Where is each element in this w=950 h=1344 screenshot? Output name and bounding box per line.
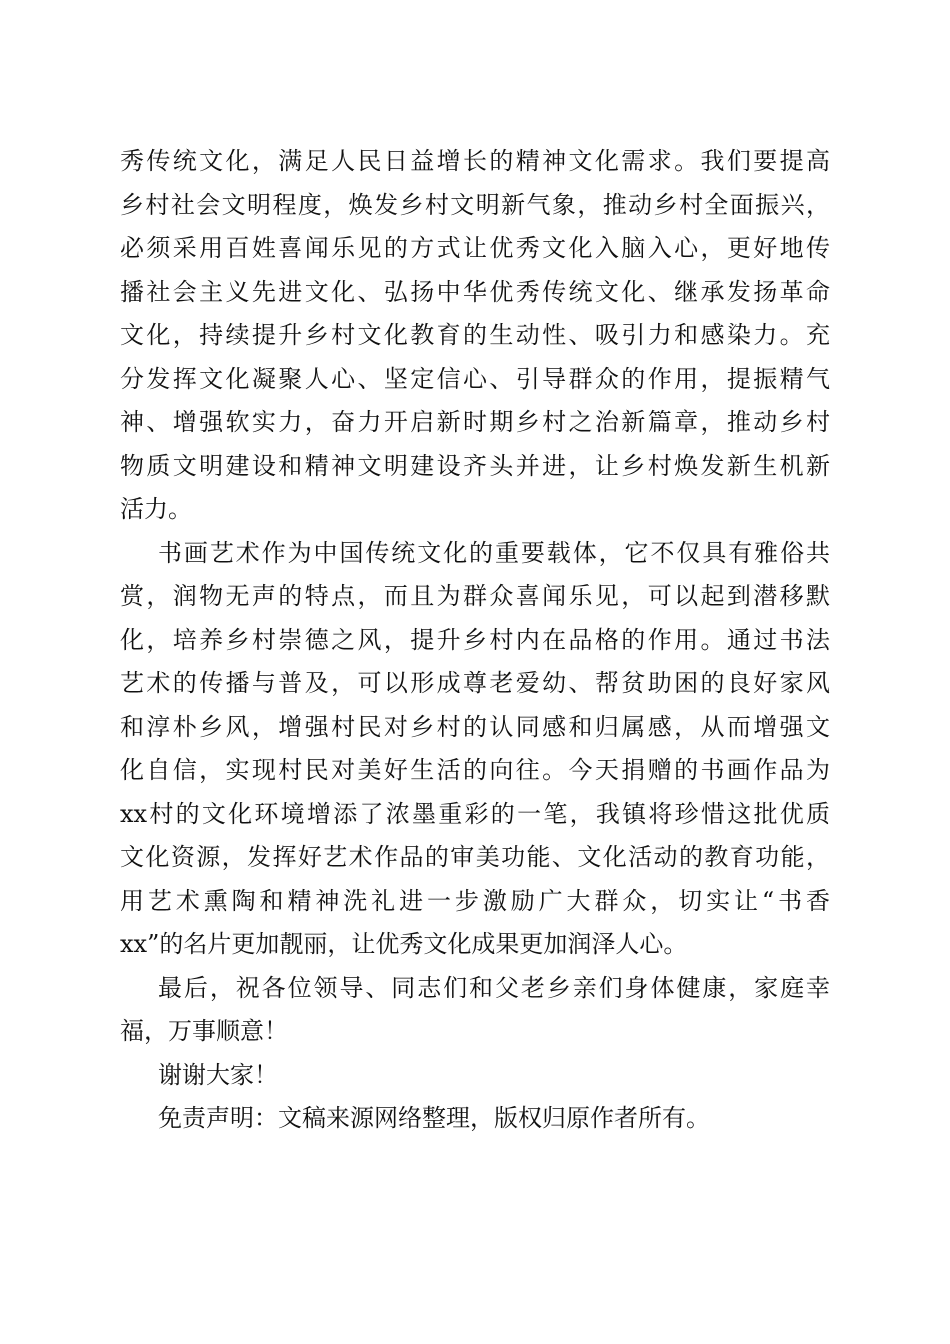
text-line: 必须采用百姓喜闻乐见的方式让优秀文化入脑入心，更好地传 xyxy=(120,234,830,262)
text-line-last: 活力。 xyxy=(120,495,192,523)
text-line-last: 福，万事顺意！ xyxy=(120,1017,288,1045)
text-line: 秀传统文化，满足人民日益增长的精神文化需求。我们要提高 xyxy=(120,147,830,175)
paragraph-calligraphy-art xyxy=(120,532,830,967)
text-line-first: 最后，祝各位领导、同志们和父老乡亲们身体健康，家庭幸 xyxy=(158,973,830,1002)
document-body xyxy=(120,140,830,1141)
text-line-last: xx”的名片更加靓丽，让优秀文化成果更加润泽人心。 xyxy=(120,930,688,958)
thanks-line: 谢谢大家！ xyxy=(158,1060,278,1089)
text-line: 神、增强软实力，奋力开启新时期乡村之治新篇章，推动乡村 xyxy=(120,408,830,436)
text-line: 艺术的传播与普及，可以形成尊老爱幼、帮贫助困的良好家风 xyxy=(120,669,830,697)
disclaimer-line: 免责声明：文稿来源网络整理，版权归原作者所有。 xyxy=(158,1104,710,1132)
text-line: 化，培养乡村崇德之风，提升乡村内在品格的作用。通过书法 xyxy=(120,625,830,654)
text-line: 赏，润物无声的特点，而且为群众喜闻乐见，可以起到潜移默 xyxy=(120,582,830,610)
text-line: 文化，持续提升乡村文化教育的生动性、吸引力和感染力。充 xyxy=(120,321,830,349)
text-line: 乡村社会文明程度，焕发乡村文明新气象，推动乡村全面振兴， xyxy=(120,190,830,219)
text-line: 播社会主义先进文化、弘扬中华优秀传统文化、继承发扬革命 xyxy=(120,277,830,306)
text-line: 物质文明建设和精神文明建设齐头并进，让乡村焕发新生机新 xyxy=(120,451,830,480)
text-line: 和淳朴乡风，增强村民对乡村的认同感和归属感，从而增强文 xyxy=(120,712,830,741)
paragraph-blessing xyxy=(120,967,830,1054)
paragraph-thanks xyxy=(120,1054,830,1098)
text-line: 分发挥文化凝聚人心、坚定信心、引导群众的作用，提振精气 xyxy=(120,364,830,393)
paragraph-disclaimer xyxy=(120,1097,830,1141)
text-line: xx村的文化环境增添了浓墨重彩的一笔，我镇将珍惜这批优质 xyxy=(120,799,830,828)
paragraph-culture-needs xyxy=(120,140,830,532)
text-line: 文化资源，发挥好艺术作品的审美功能、文化活动的教育功能， xyxy=(120,843,830,871)
text-line: 化自信，实现村民对美好生活的向往。今天捐赠的书画作品为 xyxy=(120,756,830,784)
text-line-first: 书画艺术作为中国传统文化的重要载体，它不仅具有雅俗共 xyxy=(158,538,830,567)
text-line: 用艺术熏陶和精神洗礼进一步激励广大群众，切实让“书香 xyxy=(120,886,830,915)
